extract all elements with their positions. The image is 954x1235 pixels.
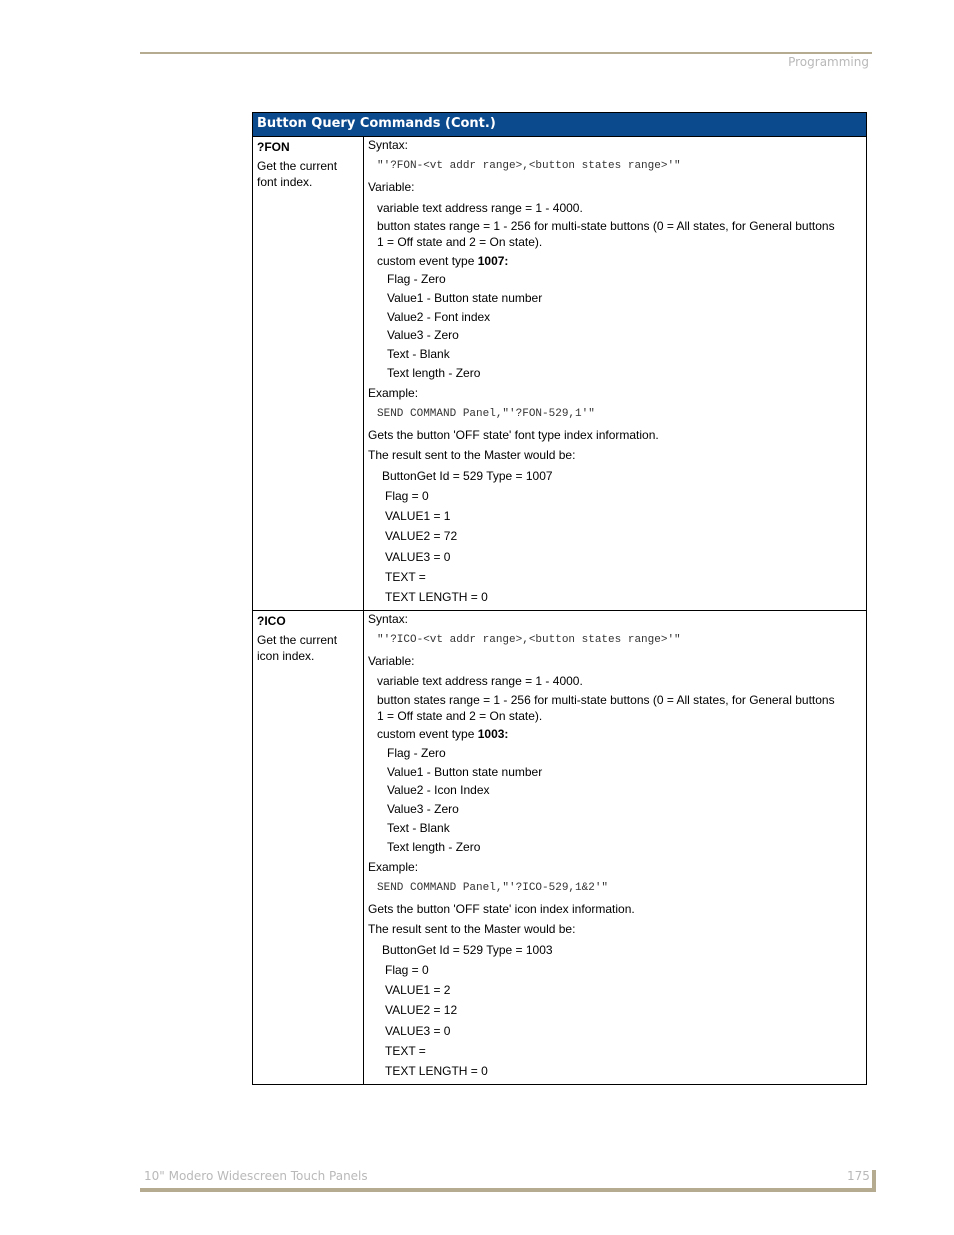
table-row: [253, 610, 866, 1084]
result-line: VALUE2 = 12: [385, 1003, 458, 1017]
table-title: Button Query Commands (Cont.): [253, 113, 866, 136]
command-description: Get the current font index.: [257, 159, 338, 189]
result-line: VALUE3 = 0: [385, 1024, 451, 1038]
result-line: ButtonGet Id = 529 Type = 1007: [382, 469, 553, 483]
event-field: Value1 - Button state number: [387, 765, 543, 779]
variable-line: 1 = Off state and 2 = On state).: [377, 709, 543, 723]
variable-line: variable text address range = 1 - 4000.: [377, 674, 583, 688]
footer-rule-tick: [872, 1170, 876, 1192]
variable-line: 1 = Off state and 2 = On state).: [377, 235, 543, 249]
section-label: Programming: [788, 55, 869, 69]
example-description: Gets the button 'OFF state' icon index information.: [368, 902, 635, 916]
result-line: TEXT =: [385, 1044, 426, 1058]
event-field: Text - Blank: [387, 821, 450, 835]
header-rule: [140, 52, 872, 54]
syntax-code: "'?ICO-<vt addr range>,<button states range>'": [377, 634, 681, 646]
event-type-label: custom event type: [377, 254, 478, 268]
syntax-label: Syntax:: [368, 138, 409, 152]
command-cell: [253, 137, 364, 610]
example-code: SEND COMMAND Panel,"'?ICO-529,1&2'": [377, 882, 609, 894]
event-type-label: custom event type: [377, 727, 478, 741]
result-line: TEXT LENGTH = 0: [385, 1064, 488, 1078]
event-field: Value2 - Icon Index: [387, 783, 490, 797]
details-cell: [364, 137, 866, 610]
example-description: Gets the button 'OFF state' font type index information.: [368, 428, 659, 442]
result-line: Flag = 0: [385, 489, 429, 503]
result-line: TEXT =: [385, 570, 426, 584]
example-code: SEND COMMAND Panel,"'?FON-529,1'": [377, 408, 595, 420]
example-label: Example:: [368, 386, 419, 400]
result-line: VALUE1 = 2: [385, 983, 451, 997]
event-field: Text - Blank: [387, 347, 450, 361]
event-field: Value2 - Font index: [387, 310, 491, 324]
result-line: TEXT LENGTH = 0: [385, 590, 488, 604]
variable-label: Variable:: [368, 654, 415, 668]
event-field: Value3 - Zero: [387, 802, 459, 816]
command-name: ?ICO: [257, 614, 286, 628]
result-line: Flag = 0: [385, 963, 429, 977]
table-row: [253, 136, 866, 610]
result-line: VALUE3 = 0: [385, 550, 451, 564]
details-cell: [364, 611, 866, 1084]
footer-rule: [140, 1188, 876, 1192]
event-field: Value3 - Zero: [387, 328, 459, 342]
variable-line: variable text address range = 1 - 4000.: [377, 201, 583, 215]
variable-line: button states range = 1 - 256 for multi-state buttons (0 = All states, for General buttons: [377, 693, 835, 707]
event-type-line: [377, 254, 508, 268]
event-type-line: [377, 727, 508, 741]
event-type-value: 1003:: [477, 727, 509, 741]
syntax-code: "'?FON-<vt addr range>,<button states range>'": [377, 160, 681, 172]
syntax-label: Syntax:: [368, 612, 409, 626]
result-line: VALUE1 = 1: [385, 509, 451, 523]
event-field: Text length - Zero: [387, 366, 481, 380]
command-cell: [253, 611, 364, 1084]
event-field: Value1 - Button state number: [387, 291, 543, 305]
result-line: VALUE2 = 72: [385, 529, 458, 543]
result-label: The result sent to the Master would be:: [368, 448, 576, 462]
variable-label: Variable:: [368, 180, 415, 194]
example-label: Example:: [368, 860, 419, 874]
command-description: Get the current icon index.: [257, 633, 338, 663]
result-label: The result sent to the Master would be:: [368, 922, 576, 936]
page-number: 175: [847, 1169, 870, 1183]
variable-line: button states range = 1 - 256 for multi-state buttons (0 = All states, for General buttons: [377, 219, 835, 233]
event-field: Flag - Zero: [387, 746, 446, 760]
event-field: Flag - Zero: [387, 272, 446, 286]
result-line: ButtonGet Id = 529 Type = 1003: [382, 943, 553, 957]
button-query-commands-table: [252, 112, 867, 1085]
event-type-value: 1007:: [477, 254, 509, 268]
footer-product: 10" Modero Widescreen Touch Panels: [144, 1169, 368, 1183]
event-field: Text length - Zero: [387, 840, 481, 854]
command-name: ?FON: [257, 140, 290, 154]
